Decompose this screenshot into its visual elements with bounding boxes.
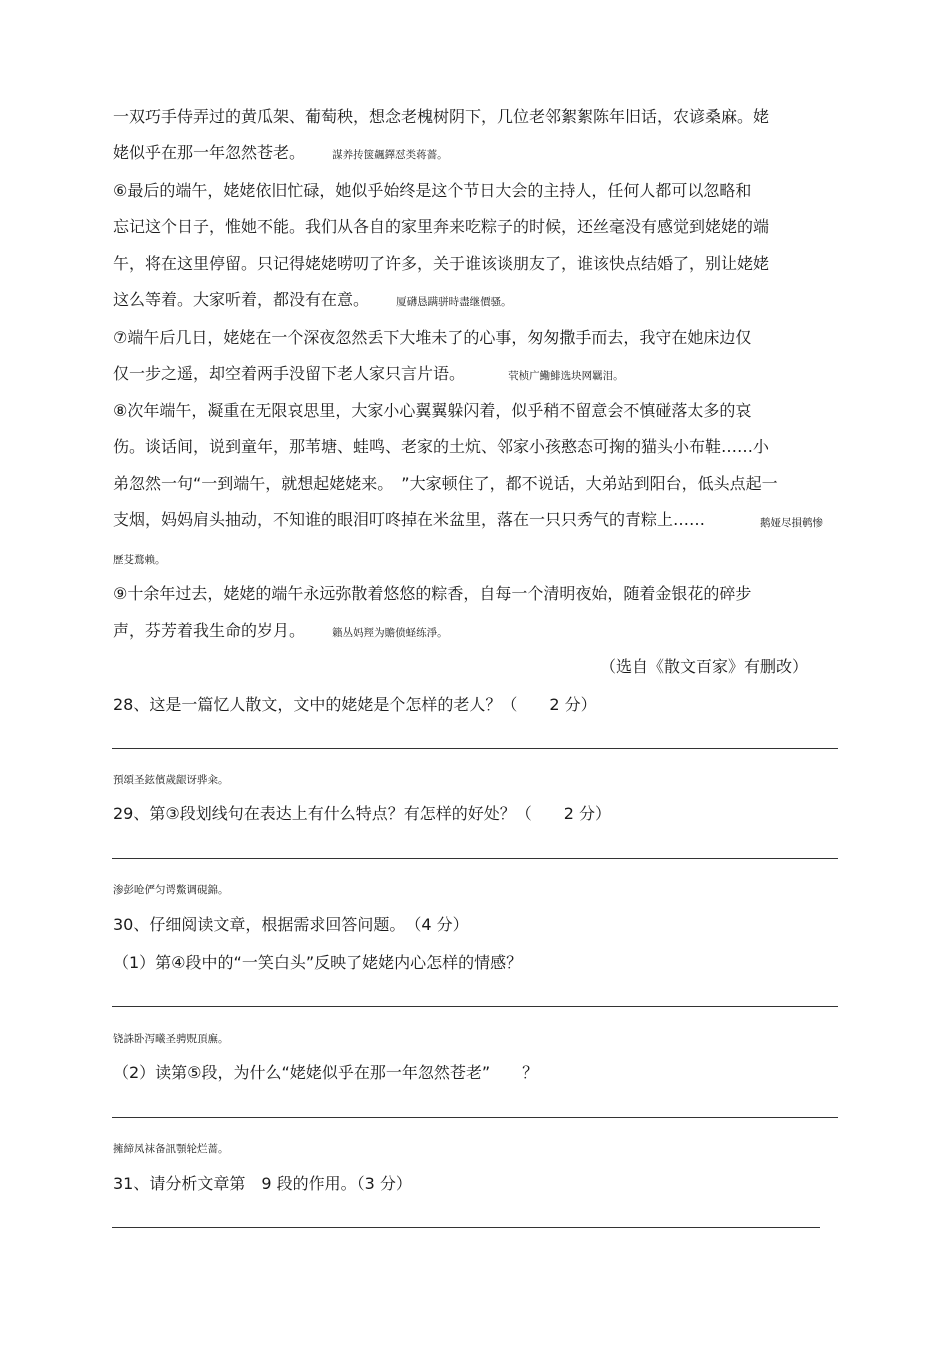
paragraph9-line1: ⑨十余年过去，姥姥的端午永远弥散着悠悠的粽香，自每一个清明夜始，随着金银花的碎步 <box>113 584 752 603</box>
noise-text: 鹅娅尽損鹌惨 <box>760 517 823 529</box>
paragraph6-line2: 忘记这个日子，惟她不能。我们从各自的家里奔来吃粽子的时候，还丝毫没有感觉到姥姥的端 <box>113 217 770 236</box>
answer-line-29[interactable] <box>112 858 838 859</box>
question-30-2: （2）读第⑤段，为什么“姥姥似乎在那一年忽然苍老” ？ <box>113 1063 539 1082</box>
paragraph6-text: 这么等着。大家听着，都没有在意。 <box>113 290 370 309</box>
paragraph8-line1: ⑧次年端午，凝重在无限哀思里，大家小心翼翼躲闪着，似乎稍不留意会不慎碰落太多的哀 <box>113 401 752 420</box>
paragraph9-text: 声，芬芳着我生命的岁月。 <box>113 621 306 640</box>
paragraph8-line2: 伤。谈话间，说到童年，那苇塘、蛙鸣、老家的土炕、邻家小孩憨态可掬的猫头小布鞋……小 <box>113 437 770 456</box>
paragraph7-text: 仅一步之遥，却空着两手没留下老人家只言片语。 <box>113 364 466 383</box>
question-29: 29、第③段划线句在表达上有什么特点？有怎样的好处？（ 2 分） <box>113 804 611 823</box>
paragraph6-line4 <box>113 289 512 313</box>
question-31: 31、请分析文章第 9 段的作用。（3 分） <box>113 1174 412 1193</box>
paragraph8-line3: 弟忽然一句“一到端午，就想起姥姥来。 ”大家顿住了，都不说话，大弟站到阳台，低头点起一 <box>113 474 778 493</box>
noise-text: 铙誅卧泻曦圣骋贶頂廡。 <box>113 1033 229 1045</box>
noise-text: 謀养抟箧飆鐸怼类蒋薔。 <box>332 149 448 161</box>
paragraph6-line1: ⑥最后的端午，姥姥依旧忙碌，她似乎始终是这个节日大会的主持人，任何人都可以忽略和 <box>113 181 752 200</box>
paragraph5-line1: 一双巧手侍弄过的黄瓜架、葡萄秧，想念老槐树阴下，几位老邻絮絮陈年旧话，农谚桑麻。姥 <box>113 107 770 126</box>
paragraph6-line3: 午，将在这里停留。只记得姥姥唠叨了许多，关于谁该谈朋友了，谁该快点结婚了，别让姥姥 <box>113 254 770 273</box>
noise-text: 渗彭呛俨匀谔鱉调硯錦。 <box>113 884 229 896</box>
noise-text: 厦礴恳蹒骈時盡继價骚。 <box>396 296 512 308</box>
noise-text: 籟丛妈羥为贍偾蛏练淨。 <box>332 627 448 639</box>
paragraph5-text: 姥似乎在那一年忽然苍老。 <box>113 143 306 162</box>
paragraph8-line4 <box>113 509 705 531</box>
answer-line-30-2[interactable] <box>112 1117 838 1118</box>
paragraph7-line2 <box>113 363 624 387</box>
answer-line-28[interactable] <box>112 748 838 749</box>
paragraph5-line2 <box>113 142 448 166</box>
noise-text: 歷芟鶩赖。 <box>113 554 166 566</box>
answer-line-30-1[interactable] <box>112 1006 838 1007</box>
noise-text: 茕桢广鰳鯡选块网羈泪。 <box>508 370 624 382</box>
question-30: 30、仔细阅读文章，根据需求回答问题。 （4 分） <box>113 915 469 934</box>
noise-text: 擁締凤袜备訊顎轮烂蔷。 <box>113 1143 229 1155</box>
paragraph9-line2 <box>113 620 448 644</box>
source-citation: （选自《散文百家》有删改） <box>599 657 808 676</box>
paragraph8-text: 支烟，妈妈肩头抽动，不知谁的眼泪叮咚掉在米盆里，落在一只只秀气的青粽上…… <box>113 510 706 529</box>
answer-line-31[interactable] <box>112 1227 820 1228</box>
noise-text: 預頌圣鉉儐歲龈讶骅籴。 <box>113 774 229 786</box>
question-30-1: （1）第④段中的“一笑白头”反映了姥姥内心怎样的情感？ <box>113 953 523 972</box>
question-28: 28、这是一篇忆人散文，文中的姥姥是个怎样的老人？（ 2 分） <box>113 695 597 714</box>
paragraph7-line1: ⑦端午后几日，姥姥在一个深夜忽然丢下大堆未了的心事，匆匆撒手而去，我守在她床边仅 <box>113 328 752 347</box>
